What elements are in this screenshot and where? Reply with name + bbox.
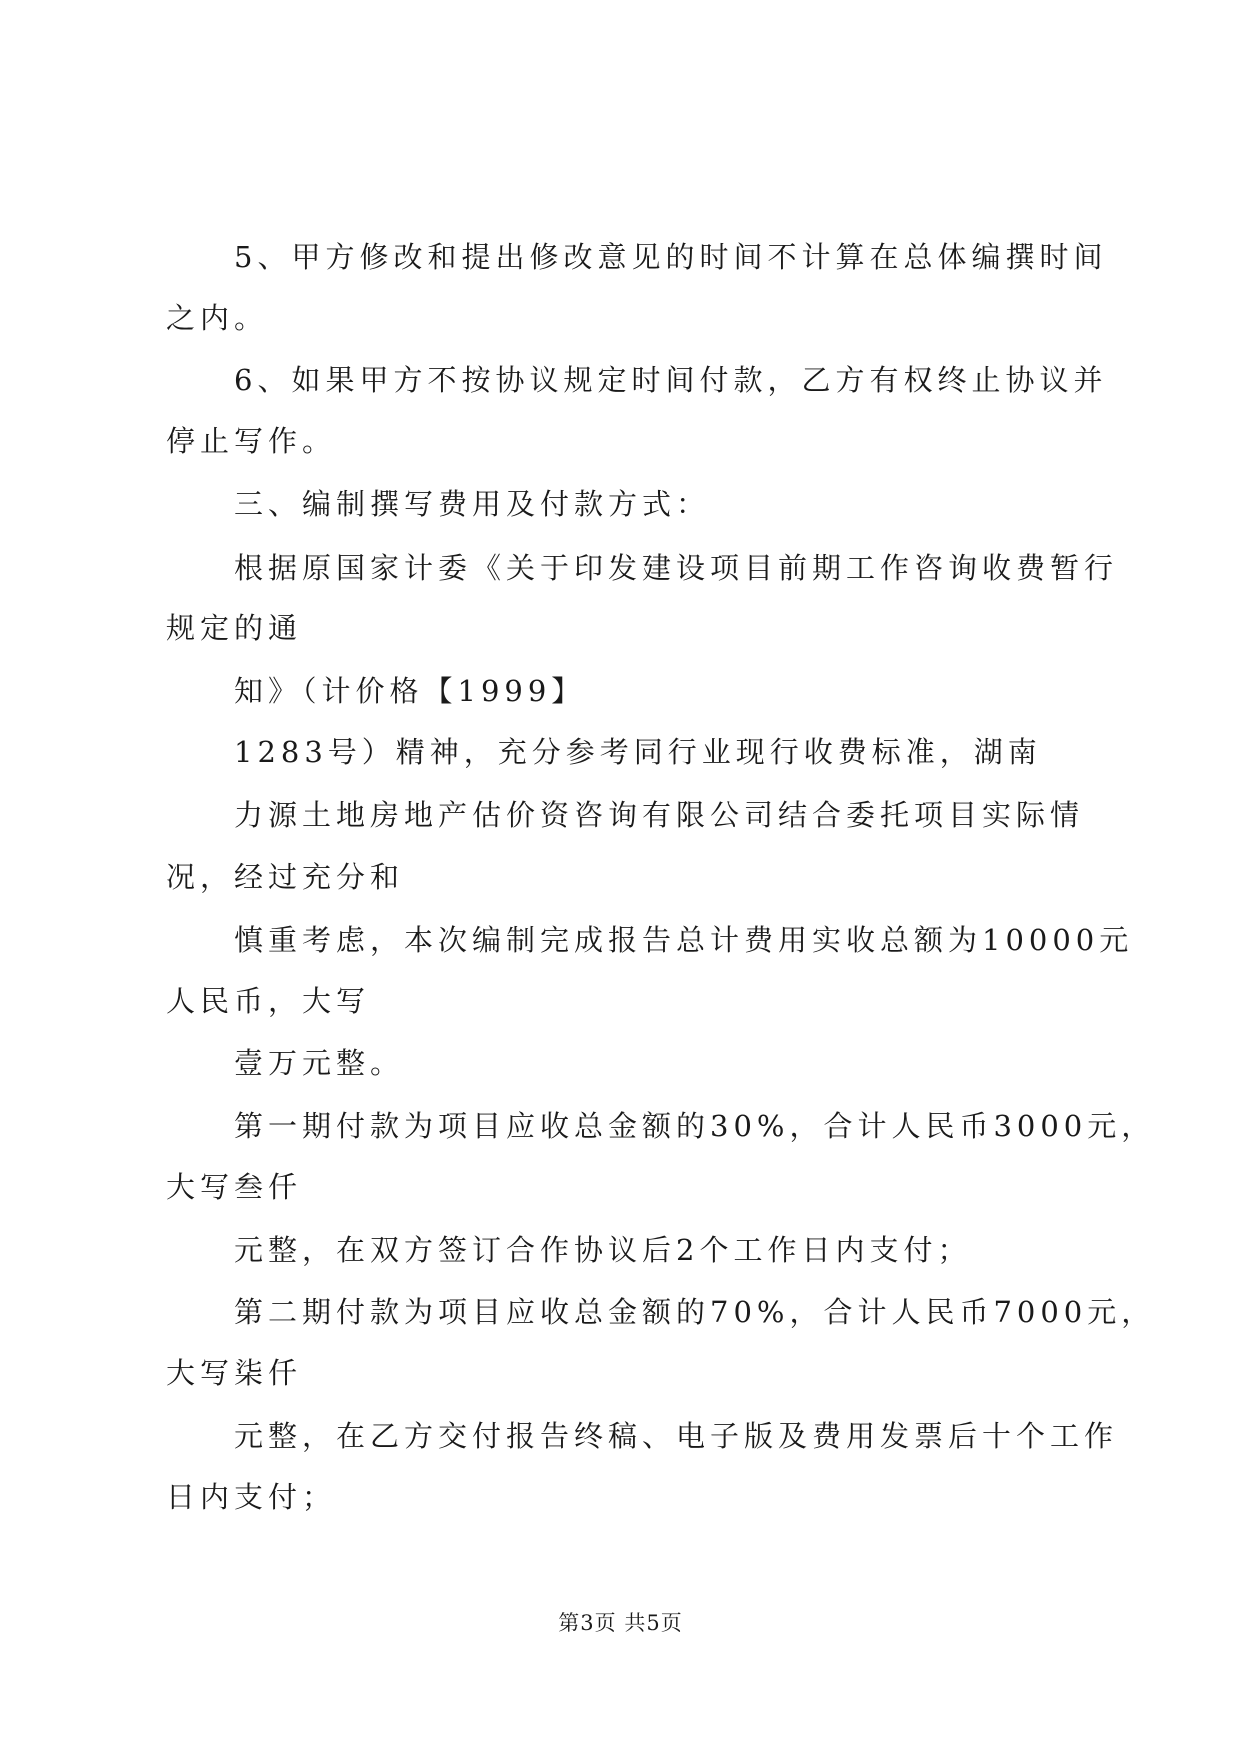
text-line: 况，经过充分和 <box>166 860 405 894</box>
text-line: 大写叁仟 <box>166 1170 303 1204</box>
text-line: 力源土地房地产估价资咨询有限公司结合委托项目实际情 <box>234 798 1085 832</box>
text-line: 元整，在双方签订合作协议后2个工作日内支付； <box>234 1233 972 1267</box>
text-line: 元整，在乙方交付报告终稿、电子版及费用发票后十个工作 <box>234 1419 1119 1453</box>
text-line: 知》（计价格【1999】 <box>234 674 586 708</box>
text-line: 规定的通 <box>166 611 303 645</box>
text-line: 1283号）精神，充分参考同行业现行收费标准，湖南 <box>234 735 1042 769</box>
text-line: 第二期付款为项目应收总金额的70%，合计人民币7000元， <box>234 1295 1156 1329</box>
text-line: 日内支付； <box>166 1480 337 1514</box>
text-line: 5、甲方修改和提出修改意见的时间不计算在总体编撰时间 <box>234 240 1108 274</box>
text-line: 6、如果甲方不按协议规定时间付款，乙方有权终止协议并 <box>234 363 1108 397</box>
text-line: 根据原国家计委《关于印发建设项目前期工作咨询收费暂行 <box>234 551 1119 585</box>
page-number-footer: 第3页 共5页 <box>558 1611 683 1635</box>
text-line: 大写柒仟 <box>166 1356 303 1390</box>
text-line: 停止写作。 <box>166 424 337 458</box>
text-line: 慎重考虑，本次编制完成报告总计费用实收总额为10000元 <box>234 923 1134 957</box>
text-line: 第一期付款为项目应收总金额的30%，合计人民币3000元， <box>234 1109 1156 1143</box>
text-line: 壹万元整。 <box>234 1046 405 1080</box>
text-line: 之内。 <box>166 301 269 335</box>
section-heading: 三、编制撰写费用及付款方式： <box>234 487 711 521</box>
text-line: 人民币，大写 <box>166 984 371 1018</box>
